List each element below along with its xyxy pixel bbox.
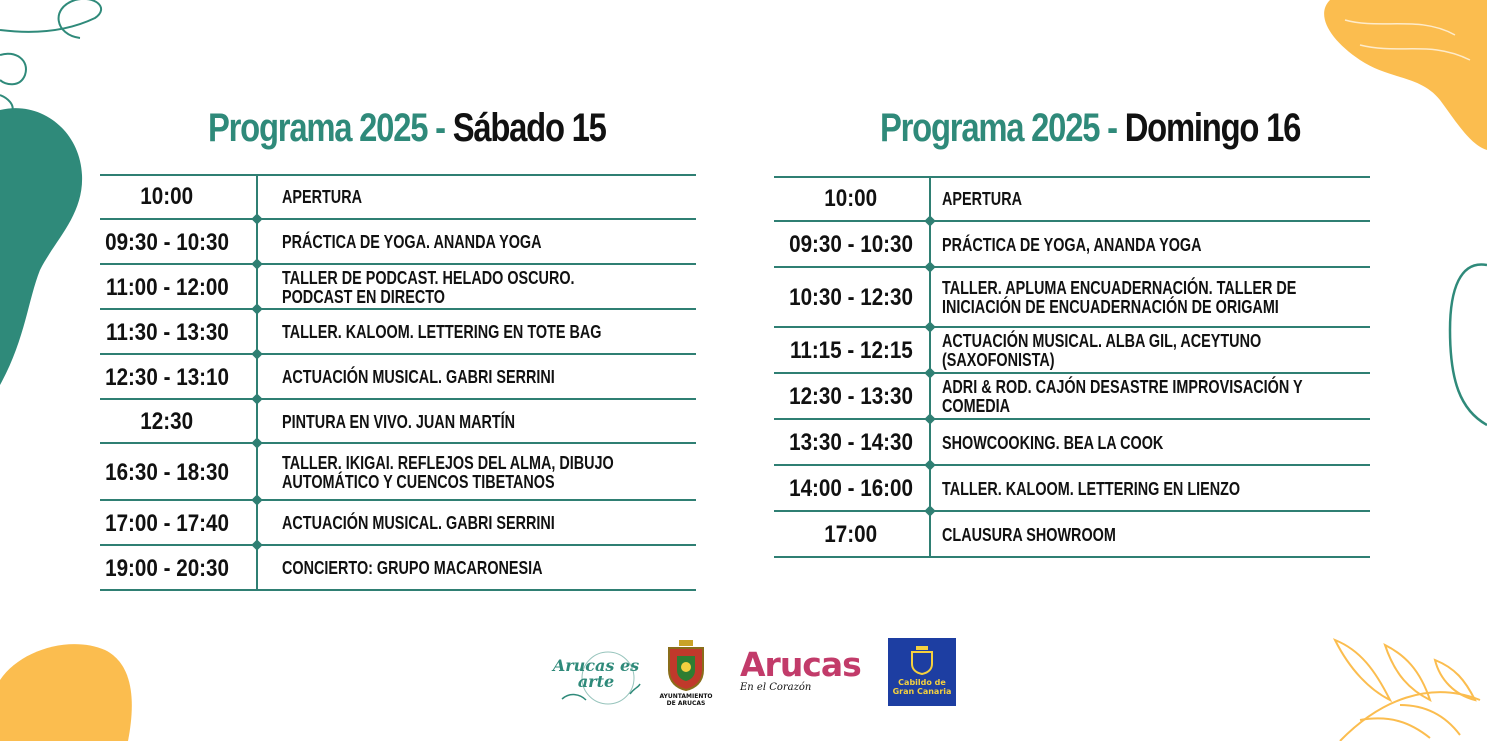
arucas-corazon-logo [738,646,866,706]
row-time [774,328,928,374]
schedule-row [100,444,696,501]
row-time-text: 09:30 - 10:30 [105,228,229,256]
row-activity-text: PRÁCTICA DE YOGA, ANANDA YOGA [942,234,1202,255]
program-sunday [774,104,1384,564]
program-saturday [100,104,730,594]
schedule-row [774,466,1370,512]
row-time-text: 17:00 - 17:40 [105,509,229,537]
schedule-row [100,546,696,591]
row-time [774,268,928,328]
row-divider [774,556,1370,558]
row-time [100,355,234,400]
row-activity [942,328,1410,374]
schedule-row [774,420,1370,466]
column-separator [929,176,931,558]
row-time [774,176,928,222]
row-time-text: 17:00 [824,521,878,548]
schedule-row [100,220,696,265]
row-activity [282,400,736,444]
row-time [100,501,234,546]
row-time-text: 10:30 - 12:30 [789,284,913,311]
row-time-text: 11:15 - 12:15 [789,337,913,364]
cabildo-logo [888,638,956,706]
row-time-text: 12:30 - 13:10 [105,363,229,391]
row-activity [282,501,736,546]
row-activity-text: PINTURA EN VIVO. JUAN MARTÍN [282,411,516,432]
title-main: Programa 2025 - [208,106,445,150]
row-time-text: 11:30 - 13:30 [105,318,229,346]
coat-of-arms-icon [657,640,715,692]
row-activity [942,176,1410,222]
row-activity-text: PRÁCTICA DE YOGA. ANANDA YOGA [282,232,542,252]
row-time [774,374,928,420]
cabildo-text: Cabildo de Gran Canaria [892,678,952,696]
ayuntamiento-logo [657,640,715,712]
row-time-text: 09:30 - 10:30 [789,231,913,258]
schedule-row [774,222,1370,268]
row-activity [282,444,736,501]
row-activity [282,220,736,265]
row-time-text: 19:00 - 20:30 [105,554,229,582]
schedule-row [774,512,1370,558]
row-activity [282,310,736,355]
schedule-row [100,310,696,355]
row-activity-text: CONCIERTO: GRUPO MACARONESIA [282,558,543,578]
schedule-row [774,176,1370,222]
sponsor-logos [545,636,965,712]
row-activity-text: APERTURA [942,188,1023,209]
row-activity [282,355,736,400]
arucas-es-arte-text: Arucas es arte [552,656,640,691]
row-activity [942,268,1410,328]
row-time [100,400,234,444]
row-activity [942,466,1410,512]
row-activity-text: CLAUSURA SHOWROOM [942,524,1116,545]
row-time [100,174,234,220]
schedule-row [774,328,1370,374]
row-activity-text: ACTUACIÓN MUSICAL. GABRI SERRINI [282,513,555,533]
row-activity-text: APERTURA [282,186,363,207]
row-time-text: 16:30 - 18:30 [105,458,229,486]
row-activity-text: TALLER. KALOOM. LETTERING EN TOTE BAG [282,322,602,342]
schedule-row [774,374,1370,420]
row-activity [282,546,736,591]
ayuntamiento-text: AYUNTAMIENTO DE ARUCAS [659,693,713,707]
row-time [100,265,234,310]
row-time-text: 12:30 - 13:30 [789,383,913,410]
row-activity-text: ACTUACIÓN MUSICAL. ALBA GIL, ACEYTUNO (SAXOFONISTA) [942,331,1262,370]
row-activity-text: TALLER. KALOOM. LETTERING EN LIENZO [942,478,1241,499]
row-activity [282,265,736,310]
row-time-text: 10:00 [140,183,194,210]
row-time-text: 12:30 [140,408,194,435]
column-separator [256,174,258,591]
row-time [774,466,928,512]
row-time [100,444,234,501]
arucas-es-arte-logo [550,644,642,706]
row-activity [942,222,1410,268]
program-title-sunday [880,104,1300,152]
row-time-text: 13:30 - 14:30 [789,429,913,456]
row-time [100,546,234,591]
row-activity [942,512,1410,558]
table-top-line [774,176,1370,178]
schedule-row [100,355,696,400]
row-activity [942,420,1410,466]
title-main: Programa 2025 - [880,106,1117,150]
row-divider [100,589,696,591]
row-time-text: 11:00 - 12:00 [105,273,229,301]
row-activity-text: ACTUACIÓN MUSICAL. GABRI SERRINI [282,367,555,387]
row-activity-text: TALLER DE PODCAST. HELADO OSCURO. PODCAST EN DIRECTO [282,267,575,307]
title-day: Domingo 16 [1124,106,1301,150]
row-time [774,420,928,466]
row-time [100,220,234,265]
row-activity-text: TALLER. APLUMA ENCUADERNACIÓN. TALLER DE INICIACIÓN DE ENCUADERNACIÓN DE ORIGAMI [942,278,1297,317]
row-time [774,222,928,268]
row-activity-text: SHOWCOOKING. BEA LA COOK [942,432,1164,453]
row-time [100,310,234,355]
table-top-line [100,174,696,176]
title-day: Sábado 15 [452,106,606,150]
cabildo-crest-icon [888,638,956,678]
row-activity [942,374,1410,420]
schedule-row [100,174,696,220]
arucas-corazon-sub-text: En el Corazón [740,682,812,693]
schedule-row [100,501,696,546]
row-activity-text: TALLER. IKIGAI. REFLEJOS DEL ALMA, DIBUJO AUTOMÁTICO Y CUENCOS TIBETANOS [282,452,614,492]
arucas-corazon-main-text: Arucas [740,645,861,684]
schedule-row [774,268,1370,328]
schedule-row [100,265,696,310]
schedule-row [100,400,696,444]
row-time-text: 10:00 [824,185,878,212]
row-time [774,512,928,558]
program-title-saturday [208,104,606,152]
row-time-text: 14:00 - 16:00 [789,475,913,502]
row-activity [282,174,736,220]
row-activity-text: ADRI & ROD. CAJÓN DESASTRE IMPROVISACIÓN Y COMEDIA [942,377,1303,416]
